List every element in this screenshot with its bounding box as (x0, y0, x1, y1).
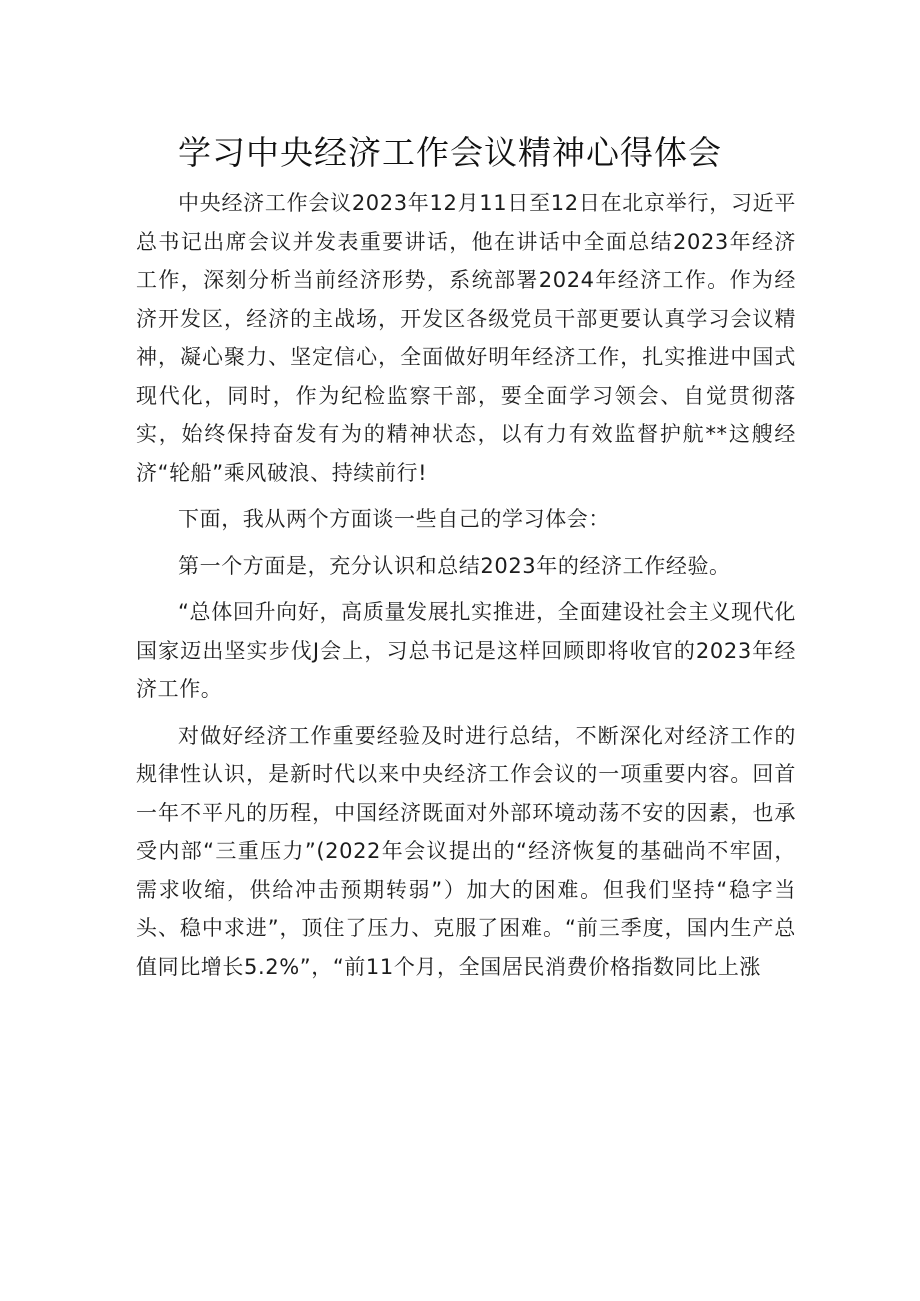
paragraph-quote: “总体回升向好，高质量发展扎实推进，全面建设社会主义现代化国家迈出坚实步伐J会上，习总书记是这样回顾即将收官的2023年经济工作。 (136, 600, 796, 701)
document-title: 学习中央经济工作会议精神心得体会 (178, 133, 722, 172)
paragraph-review: 对做好经济工作重要经验及时进行总结，不断深化对经济工作的规律性认识，是新时代以来中央经济工作会议的一项重要内容。回首一年不平凡的历程，中国经济既面对外部环境动荡不安的因素，也承受内部“三重压力”(2022年会议提出的“经济恢复的基础尚不牢固，需求收缩，供给冲击预期转弱”）加大的困难。但我们坚持“稳字当头、稳中求进”，顶住了压力、克服了困难。“前三季度，国内生产总值同比增长5.2%”，“前11个月，全国居民消费价格指数同比上涨 (136, 723, 796, 979)
paragraph-intro: 中央经济工作会议2023年12月11日至12日在北京举行，习近平总书记出席会议并发表重要讲话，他在讲话中全面总结2023年经济工作，深刻分析当前经济形势，系统部署2024年经济工作。作为经济开发区，经济的主战场，开发区各级党员干部更要认真学习会议精神，凝心聚力、坚定信心，全面做好明年经济工作，扎实推进中国式现代化，同时，作为纪检监察干部，要全面学习领会、自觉贯彻落实，始终保持奋发有为的精神状态，以有力有效监督护航**这艘经济“轮船”乘风破浪、持续前行! (136, 191, 796, 485)
document-body (136, 184, 796, 986)
paragraph-transition: 下面，我从两个方面谈一些自己的学习体会： (178, 507, 610, 531)
paragraph-section-one-heading: 第一个方面是，充分认识和总结2023年的经济工作经验。 (178, 553, 731, 578)
